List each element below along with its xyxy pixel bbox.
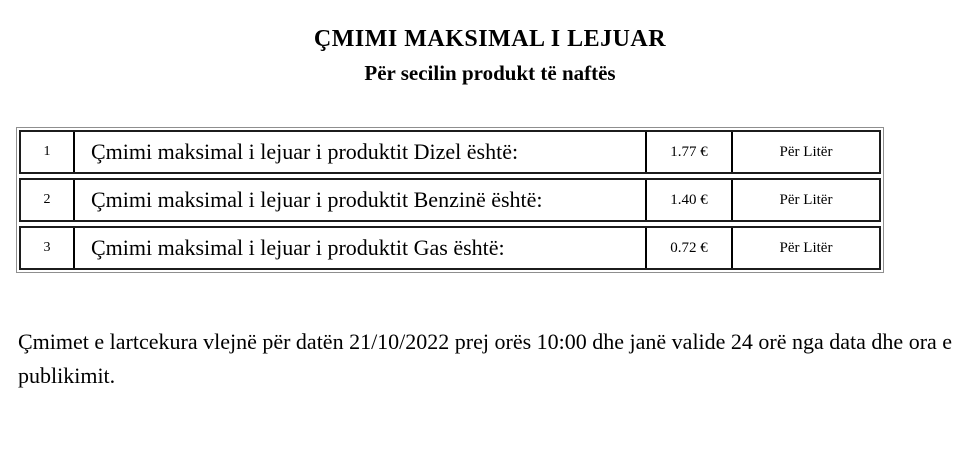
price-table — [16, 127, 884, 273]
row-number-cell: 3 — [43, 240, 51, 255]
product-description-cell: Çmimi maksimal i lejuar i produktit Gas është: — [73, 228, 645, 268]
unit-cell: Për Litër — [731, 180, 879, 220]
page-title: ÇMIMI MAKSIMAL I LEJUAR — [313, 26, 667, 52]
unit-cell: Për Litër — [731, 132, 879, 172]
document-header — [0, 0, 980, 86]
table-row — [19, 130, 881, 174]
product-description-cell: Çmimi maksimal i lejuar i produktit Benzinë është: — [73, 180, 645, 220]
price-cell: 1.40 € — [645, 180, 731, 220]
product-description-cell: Çmimi maksimal i lejuar i produktit Dizel është: — [73, 132, 645, 172]
price-cell: 0.72 € — [645, 228, 731, 268]
unit-cell: Për Litër — [731, 228, 879, 268]
footer-note: Çmimet e lartcekura vlejnë për datën 21/10/2022 prej orës 10:00 dhe janë valide 24 orë nga data dhe ora e publikimit. — [18, 329, 953, 388]
row-number-cell: 2 — [43, 192, 51, 207]
row-number-cell: 1 — [43, 144, 51, 159]
price-cell: 1.77 € — [645, 132, 731, 172]
page-subtitle: Për secilin produkt të naftës — [364, 61, 616, 85]
table-row — [19, 226, 881, 270]
table-row — [19, 178, 881, 222]
